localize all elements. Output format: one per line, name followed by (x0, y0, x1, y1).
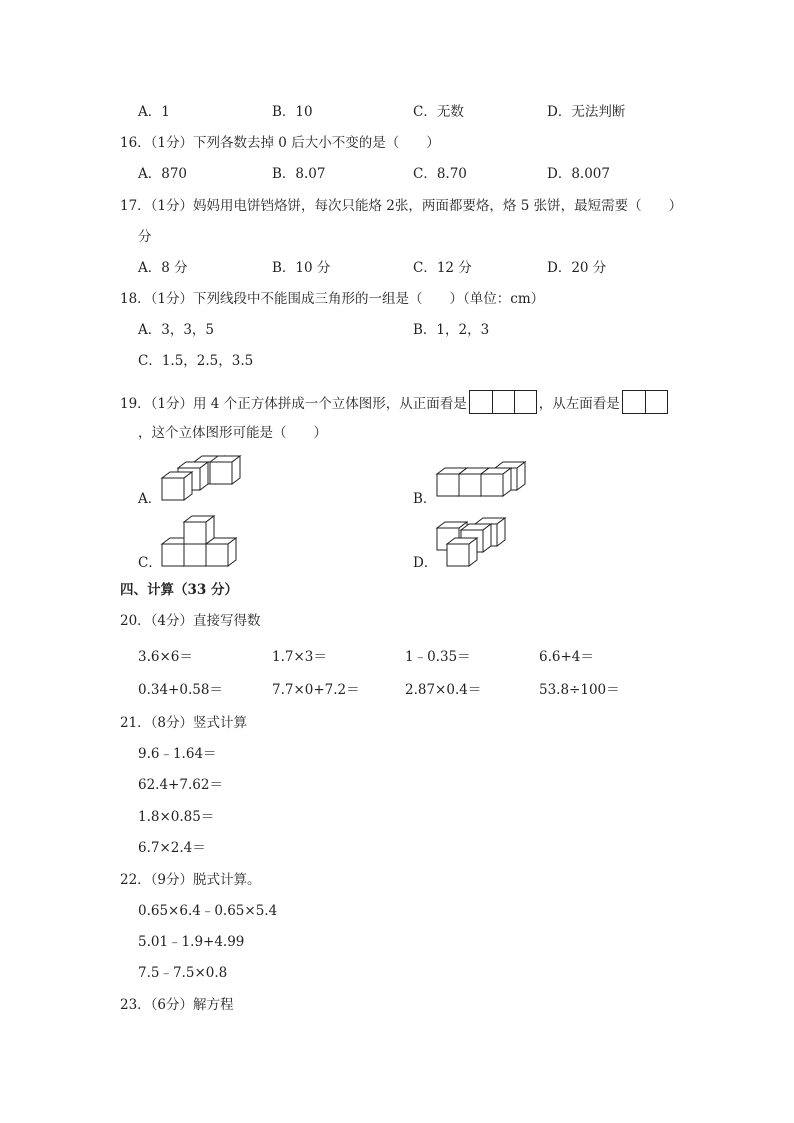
cube (184, 516, 214, 544)
front-view-figure (469, 390, 537, 414)
q16-option-a[interactable]: A．870 (138, 166, 188, 182)
q22-item: 7.5﹣7.5×0.8 (138, 965, 228, 981)
q17-option-d[interactable]: D．20 分 (547, 260, 607, 276)
q21-item: 6.7×2.4＝ (138, 840, 206, 856)
q20-item: 6.6+4＝ (539, 649, 594, 665)
q19-option-b-label[interactable]: B． (413, 491, 437, 507)
left-view-figure (622, 390, 668, 414)
q17-option-b[interactable]: B．10 分 (272, 260, 331, 276)
cube (447, 538, 477, 566)
q20-stem: 20．（4分）直接写得数 (120, 613, 261, 629)
q19-option-b-figure[interactable] (437, 462, 527, 504)
q19-option-a-figure[interactable] (162, 454, 242, 504)
cube (210, 456, 240, 484)
q20-item: 53.8÷100＝ (539, 682, 620, 698)
q21-stem: 21．（8分）竖式计算 (120, 715, 248, 731)
q19-stem-part-b: ，从左面看是 (538, 396, 620, 412)
q18-option-c[interactable]: C．1.5，2.5，3.5 (138, 353, 254, 369)
q19-option-d-figure[interactable] (437, 518, 507, 568)
q16-option-d[interactable]: D．8.007 (547, 166, 610, 182)
q20-item: 7.7×0+7.2＝ (272, 682, 360, 698)
q15-option-d[interactable]: D．无法判断 (547, 104, 626, 120)
q23-stem: 23．（6分）解方程 (120, 997, 234, 1013)
q20-item: 1﹣0.35＝ (405, 649, 471, 665)
q22-item: 5.01﹣1.9+4.99 (138, 934, 245, 950)
q15-option-a[interactable]: A．1 (138, 104, 170, 120)
q15-option-b[interactable]: B．10 (272, 104, 313, 120)
q20-item: 0.34+0.58＝ (138, 682, 223, 698)
q19-stem (120, 390, 670, 414)
q19-option-c-figure[interactable] (162, 514, 242, 570)
q19-option-c-label[interactable]: C． (138, 555, 162, 571)
q15-option-c[interactable]: C．无数 (413, 104, 464, 120)
q18-option-b[interactable]: B．1，2，3 (413, 322, 490, 338)
q22-stem: 22．（9分）脱式计算。 (120, 872, 261, 888)
q17-option-c[interactable]: C．12 分 (413, 260, 472, 276)
q20-item: 3.6×6＝ (138, 649, 193, 665)
q19-option-a-label[interactable]: A． (138, 491, 162, 507)
q16-option-b[interactable]: B．8.07 (272, 166, 326, 182)
q19-stem-cont: ，这个立体图形可能是（ ） (138, 425, 327, 441)
cube (206, 538, 236, 566)
q17-stem: 17．（1分）妈妈用电饼铛烙饼，每次只能烙 2张，两面都要烙，烙 5 张饼，最短需要（ ） (120, 198, 683, 214)
q18-option-a[interactable]: A．3，3，5 (138, 322, 215, 338)
cube (481, 468, 511, 496)
q21-item: 1.8×0.85＝ (138, 809, 215, 825)
section-title: 四、计算（33 分） (120, 582, 238, 598)
q16-stem: 16．（1分）下列各数去掉 0 后大小不变的是（ ） (120, 135, 440, 151)
q16-option-c[interactable]: C．8.70 (413, 166, 467, 182)
q19-stem-part-a: 19．（1分）用 4 个正方体拼成一个立体图形，从正面看是 (120, 396, 467, 412)
q17-stem-cont: 分 (138, 229, 152, 245)
cube (162, 472, 192, 500)
q21-item: 9.6﹣1.64＝ (138, 746, 217, 762)
q22-item: 0.65×6.4﹣0.65×5.4 (138, 903, 278, 919)
q21-item: 62.4+7.62＝ (138, 777, 223, 793)
q18-stem: 18．（1分）下列线段中不能围成三角形的一组是（ ）（单位：cm） (120, 291, 545, 307)
q20-item: 2.87×0.4＝ (405, 682, 482, 698)
q20-item: 1.7×3＝ (272, 649, 327, 665)
q17-option-a[interactable]: A．8 分 (138, 260, 188, 276)
q19-option-d-label[interactable]: D． (413, 555, 438, 571)
